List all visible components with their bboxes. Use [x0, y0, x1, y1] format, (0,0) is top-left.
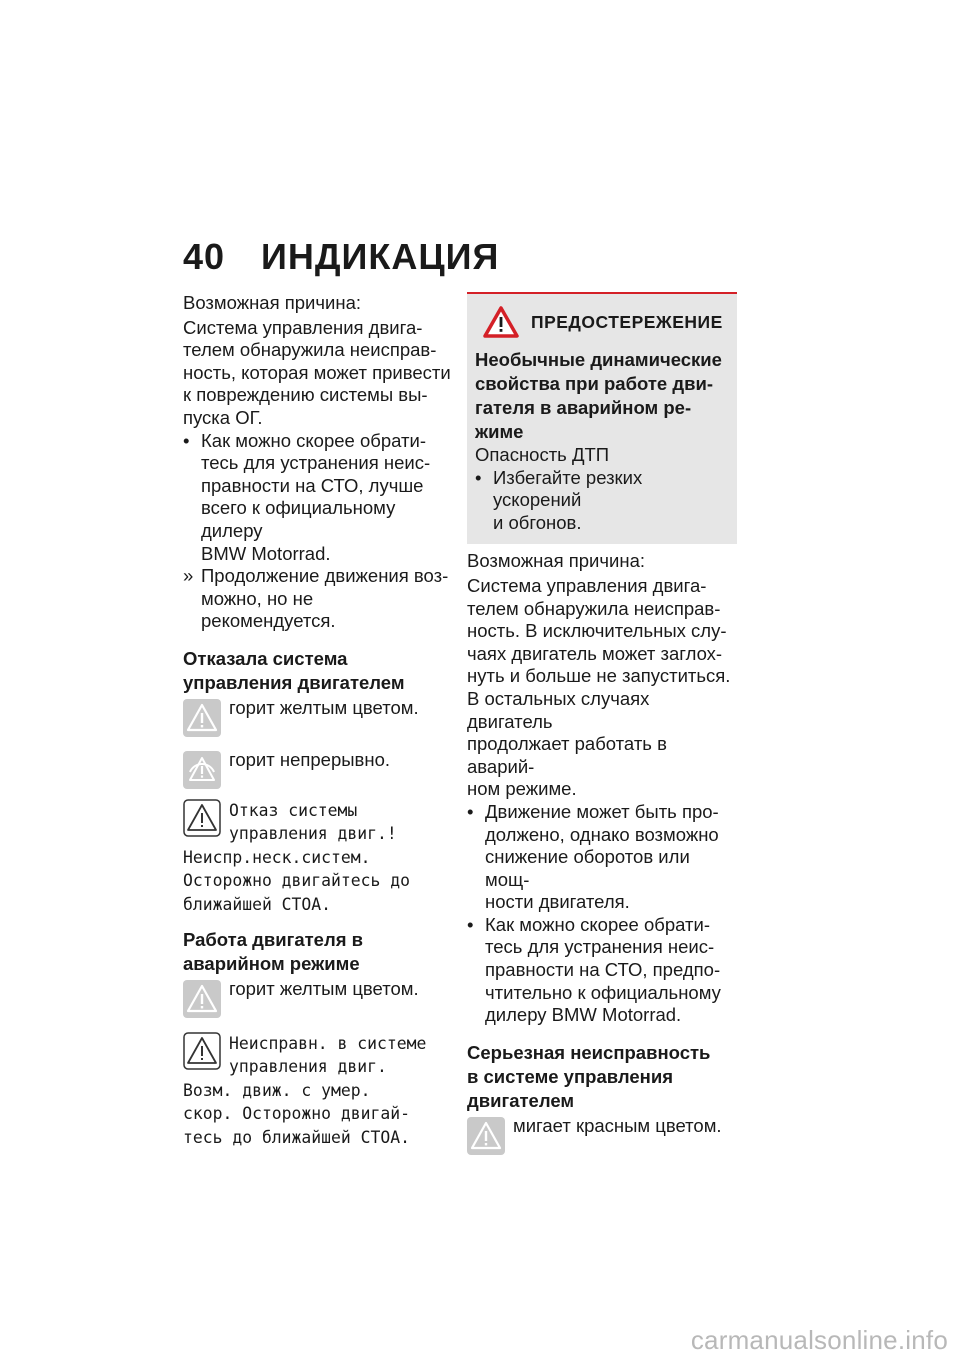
warning-title: Необычные динамические свойства при работе дви- гателя в аварийном ре- жиме — [475, 349, 722, 442]
action-list — [467, 801, 737, 1027]
warning-triangle-icon — [183, 980, 221, 1018]
list-item: • Движение может быть про- должено, однако возможно снижение оборотов или мощ- ности двигателя. — [467, 800, 719, 913]
warning-header — [475, 306, 729, 338]
arrow-marker: » — [183, 565, 194, 587]
section-title: Работа двигателя в аварийном режиме — [183, 928, 364, 974]
indicator-row — [467, 1114, 737, 1155]
warning-triangle-icon — [183, 699, 221, 737]
indicator-text: мигает красным цветом. — [513, 1114, 722, 1136]
indicator-text: горит желтым цветом. — [229, 977, 419, 999]
page-title: ИНДИКАЦИЯ — [261, 236, 500, 277]
bullet-marker: • — [467, 800, 474, 822]
left-column — [183, 292, 451, 1149]
right-column — [467, 292, 737, 1155]
warning-triangle-icon — [467, 1117, 505, 1155]
cause-label: Возможная причина: — [467, 550, 645, 572]
warning-outline-icon — [183, 799, 221, 837]
list-item: • Избегайте резких ускорений и обгонов. — [475, 466, 643, 533]
warning-list — [475, 467, 729, 535]
bullet-marker: • — [467, 913, 474, 935]
page-number: 40 — [183, 236, 226, 277]
warning-triangle-icon — [483, 306, 519, 338]
bullet-marker: • — [475, 466, 482, 488]
cause-label: Возможная причина: — [183, 292, 361, 313]
indicator-row — [183, 977, 451, 1018]
watermark: carmanualsonline.info — [690, 1325, 948, 1355]
section-title: Серьезная неисправность в системе управления двигателем — [467, 1041, 711, 1111]
list-item: » Продолжение движения воз- можно, но не рекомендуется. — [183, 565, 449, 632]
bullet-marker: • — [183, 429, 190, 451]
cause-text: Система управления двига- телем обнаружила неисправ- ность. В исключительных слу- чаях двигатель может заглох- нуть и больше не запуститься. В остальных случаях двигатель продолжает работать в аварий- ном режиме. — [467, 574, 731, 800]
indicator-row — [183, 696, 451, 737]
action-list — [183, 430, 451, 633]
indicator-row — [183, 748, 451, 789]
list-item: • Как можно скорее обрати- тесь для устранения неис- правности на СТО, лучше всего к официальному дилеру BMW Motorrad. — [183, 429, 431, 564]
indicator-text: горит желтым цветом. — [229, 696, 419, 718]
indicator-text: горит непрерывно. — [229, 748, 391, 770]
display-message: Неисправн. в системе управления двиг. Возм. движ. с умер. скор. Осторожно двигай- тесь до ближайшей СТОА. — [183, 1033, 427, 1147]
warning-label: ПРЕДОСТЕРЕЖЕНИЕ — [531, 311, 723, 332]
warning-outline-icon — [183, 1032, 221, 1070]
list-item: • Как можно скорее обрати- тесь для устранения неис- правности на СТО, предпо- чтительно к официальному дилеру BMW Motorrad. — [467, 913, 721, 1026]
section-title: Отказала система управления двигателем — [183, 647, 405, 693]
page-header — [183, 236, 499, 278]
warning-hazard: Опасность ДТП — [475, 444, 610, 465]
engine-warning-icon — [183, 751, 221, 789]
warning-box — [467, 292, 737, 544]
display-message: Отказ системы управления двиг.! Неиспр.неск.систем. Осторожно двигайтесь до ближайшей СТОА. — [183, 800, 410, 914]
cause-text: Система управления двига- телем обнаружила неисправ- ность, которая может привести к повреждению системы вы- пуска ОГ. — [183, 316, 451, 428]
